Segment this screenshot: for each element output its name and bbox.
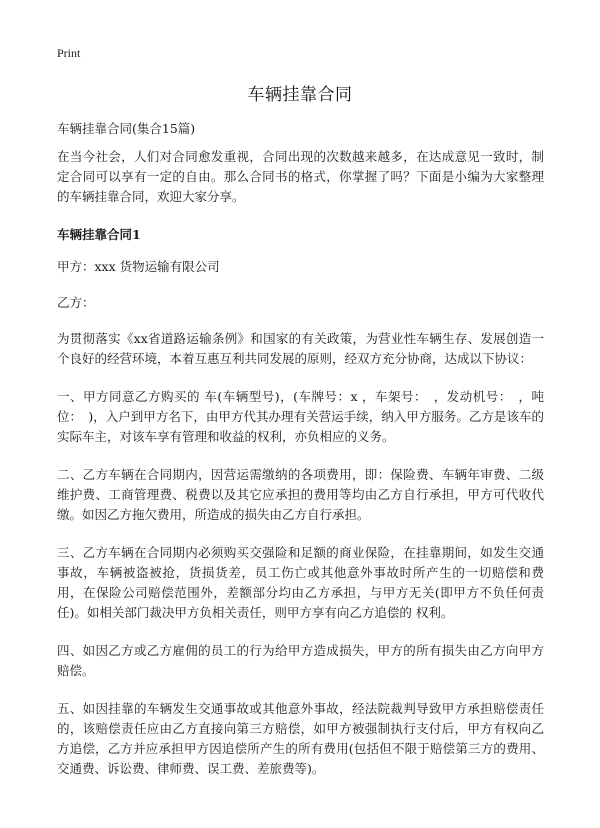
section-heading: 车辆挂靠合同1: [57, 227, 141, 242]
document-body: [57, 119, 544, 797]
intro-paragraph: 在当今社会，人们对合同愈发重视，合同出现的次数越来越多，在达成意见一致时，制定合同可以享有一定的自由。那么合同书的格式，你掌握了吗？下面是小编为大家整理的车辆挂靠合同，欢迎大家分享。: [57, 149, 544, 204]
clause-5: 五、如因挂靠的车辆发生交通事故或其他意外事故，经法院裁判导致甲方承担赔偿责任的，该赔偿责任应由乙方直接向第三方赔偿，如甲方被强制执行支付后，甲方有权向乙方追偿，乙方并应承担甲方因追偿所产生的所有费用(包括但不限于赔偿第三方的费用、交通费、诉讼费、律师费、误工费、差旅费等)。: [57, 701, 544, 776]
clause-2: 二、乙方车辆在合同期内，因营运需缴纳的各项费用，即：保险费、车辆年审费、二级维护费、工商管理费、税费以及其它应承担的费用等均由乙方自行承担，甲方可代收代缴。如因乙方拖欠费用，所造成的损失由乙方自行承担。: [57, 467, 544, 522]
clause-1: 一、甲方同意乙方购买的 车(车辆型号)，(车牌号：x ，车架号： ，发动机号： ，吨位： )，入户到甲方名下，由甲方代其办理有关营运手续，纳入甲方服务。乙方是该车的实际车主，对该车享有管理和收益的权利，亦负相应的义务。: [57, 389, 544, 444]
party-b: 乙方：: [57, 295, 95, 310]
document-subtitle: 车辆挂靠合同(集合15篇): [57, 121, 196, 136]
party-a: 甲方：xxx 货物运输有限公司: [57, 259, 220, 274]
print-label: Print: [57, 46, 81, 60]
clause-3: 三、乙方车辆在合同期内必须购买交强险和足额的商业保险，在挂靠期间，如发生交通事故，车辆被盗被抢，货损货差，员工伤亡或其他意外事故时所产生的一切赔偿和费用，在保险公司赔偿范围外，差额部分均由乙方承担，与甲方无关(即甲方不负任何责任)。如相关部门裁决甲方负相关责任，则甲方享有向乙方追偿的 权利。: [57, 545, 544, 620]
document-title: 车辆挂靠合同: [247, 85, 353, 105]
preamble-paragraph: 为贯彻落实《xx省道路运输条例》和国家的有关政策，为营业性车辆生存、发展创造一个良好的经营环境，本着互惠互利共同发展的原则，经双方充分协商，达成以下协议：: [57, 331, 544, 366]
clause-4: 四、如因乙方或乙方雇佣的员工的行为给甲方造成损失，甲方的所有损失由乙方向甲方赔偿。: [57, 643, 544, 678]
